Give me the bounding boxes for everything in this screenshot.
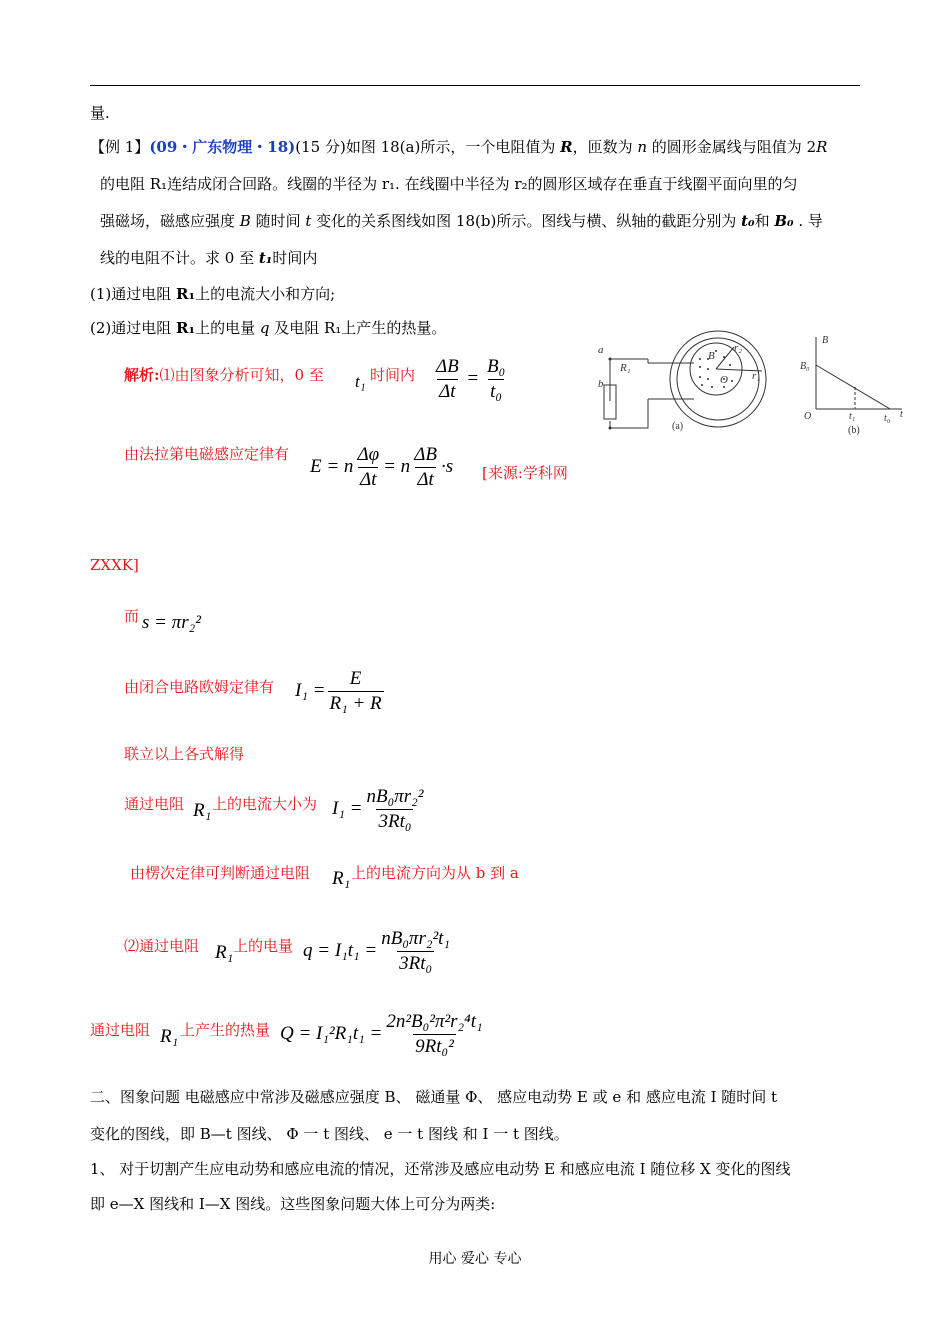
var-B: B [239, 212, 251, 230]
label-r2: r₂ [734, 342, 743, 354]
tick-B0: B₀ [800, 361, 810, 372]
question-text: (1)通过电阻 [90, 285, 177, 303]
body-paragraph-1: 二、图象问题 电磁感应中常涉及磁感应强度 B、 磁通量 Φ、 感应电动势 E 或 e 和 感应电流 I 随时间 t [90, 1088, 778, 1106]
solution-step-4-text: 由闭合电路欧姆定律有 [124, 678, 275, 696]
frac-num: E [349, 668, 362, 689]
var-n: n [637, 138, 648, 156]
math-R1: R₁ [332, 868, 351, 889]
label-center-O: O [720, 374, 728, 386]
example-text: 随时间 [250, 212, 306, 230]
example-points: (15 分) [295, 138, 346, 156]
question-text: 上的电流大小和方向; [195, 285, 336, 303]
frac-num: 2n²B₀²π²r₂⁴t₁ [386, 1011, 483, 1032]
example-text: 线的电阻不计。求 0 至 [100, 249, 259, 267]
var-t0: t₀ [741, 212, 755, 230]
math-R1: R₁ [160, 1026, 179, 1047]
formula-part: I₁ = [332, 797, 363, 819]
tick-t1: t₁ [849, 411, 856, 422]
example-text: 强磁场，磁感应强度 [100, 212, 240, 230]
source-tag: [来源:学科网 [482, 464, 568, 482]
solution-text: 通过电阻 [124, 795, 185, 813]
frac-den: t₀ [490, 381, 503, 402]
var-R: R [560, 138, 573, 156]
var-R1: R₁ [176, 285, 196, 303]
frac-num: nB₀πr₂² [366, 786, 424, 807]
example-text: 时间内 [272, 249, 318, 267]
origin-label: O [804, 411, 812, 422]
formula-part: E = n [310, 455, 354, 477]
question-text: 上的电量 [195, 319, 260, 337]
formula-part: q = I₁t₁ = [303, 939, 378, 961]
label-field-B: B [708, 350, 715, 362]
formula-current [332, 786, 427, 833]
example-bracket: 【例 1】 [90, 138, 150, 156]
example-line-2: 的电阻 R₁连结成闭合回路。线圈的半径为 r₁. 在线圈中半径为 r₂的圆形区域存在垂直于线圈平面向里的匀 [100, 175, 798, 193]
question-text: (2)通过电阻 [90, 319, 177, 337]
formula-part: Q = I₁²R₁t₁ = [280, 1022, 383, 1044]
solution-text: 上的电流大小为 [212, 795, 318, 813]
solution-text: ⑴由图象分析可知，0 至 [159, 366, 324, 384]
solution-text: 时间内 [370, 366, 416, 384]
example-text: 如图 18(a)所示，一个电阻值为 [345, 138, 561, 156]
frac-den: 3Rt₀ [378, 811, 412, 832]
solution-step-1 [124, 364, 324, 385]
formula-charge [303, 928, 454, 975]
axis-B-label: B [822, 335, 829, 346]
frac-num: B₀ [486, 356, 506, 377]
example-text: 和 [754, 212, 775, 230]
formula-heat [280, 1011, 487, 1058]
solution-step-5-text: 联立以上各式解得 [124, 745, 245, 763]
solution-step-2-text: 由法拉第电磁感应定律有 [124, 445, 290, 463]
question-1 [90, 283, 870, 304]
example-text: . 导 [793, 212, 823, 230]
formula-dB-dt: $\frac{\Delta B}{\Delta t}$ = $\frac{\text{B₀}}{\text{t₀}}$ [436, 356, 506, 402]
figure-label-a: (a) [672, 421, 684, 432]
frac-num: Δφ [357, 444, 380, 465]
example-line-1 [90, 136, 870, 157]
solution-step-9-text: 通过电阻 [90, 1021, 151, 1039]
var-R: R [816, 138, 828, 156]
solution-step-8-text: ⑵通过电阻 [124, 937, 200, 955]
frac-num: ΔB [414, 444, 437, 465]
var-B0: B₀ [774, 212, 794, 230]
solution-text: 上产生的热量 [180, 1021, 271, 1039]
frac-num: nB₀πr₂²t₁ [381, 928, 451, 949]
solution-text: 上的电量 [233, 937, 294, 955]
frac-num: ΔB [436, 356, 459, 377]
frac-den: Δt [417, 469, 434, 490]
label-r1: R₁ [620, 362, 631, 374]
label-b: b [598, 378, 604, 390]
formula-part: = n [383, 455, 411, 477]
math-R1: R₁ [215, 942, 234, 963]
solution-step-7-text: 由楞次定律可判断通过电阻 [130, 864, 311, 882]
example-text: 的圆形金属线与阻值为 2 [647, 138, 817, 156]
formula-part: I₁ = [295, 679, 326, 701]
var-R1: R₁ [176, 319, 196, 337]
example-source: (09・广东物理・18) [149, 138, 296, 156]
label-r1-ring: r₁ [752, 370, 761, 382]
formula-part: ·s [440, 455, 454, 477]
frac-den: 9Rt₀² [415, 1036, 454, 1057]
label-a: a [598, 344, 604, 356]
math-R1: R₁ [193, 800, 212, 821]
figure-label-b: (b) [848, 425, 860, 436]
solution-step-6-text [124, 793, 184, 814]
body-paragraph-4: 即 e—X 图线和 I—X 图线。这些图象问题大体上可分为两类: [90, 1195, 496, 1213]
var-t: t [305, 212, 312, 230]
math-t1: t₁ [355, 372, 366, 391]
formula-area: s = πr₂² [142, 612, 201, 633]
question-text: 及电阻 R₁上产生的热量。 [269, 319, 447, 337]
var-q: q [259, 319, 270, 337]
tick-t0: t₀ [884, 413, 891, 424]
body-paragraph-2: 变化的图线，即 B—t 图线、 Φ 一 t 图线、 e 一 t 图线 和 I 一 t 图线。 [90, 1125, 569, 1143]
axis-t-label: t [900, 409, 903, 420]
formula-ohm [295, 668, 386, 715]
frac-den: Δt [360, 469, 377, 490]
page-footer: 用心 爱心 专心 [428, 1251, 522, 1267]
solution-step-3-text: 而 [124, 607, 140, 625]
frac-den: 3Rt₀ [399, 953, 433, 974]
solution-text: 上的电流方向为从 b 到 a [351, 864, 519, 882]
frac-den: R₁ + R [329, 693, 382, 714]
header-rule [90, 85, 860, 86]
formula-faraday [310, 444, 453, 491]
circuit-figure [590, 325, 910, 440]
frac-den: Δt [439, 381, 456, 402]
example-line-4 [100, 247, 880, 268]
solution-heading: 解析: [124, 366, 160, 384]
var-t1: t₁ [258, 249, 273, 267]
example-line-3 [100, 210, 880, 231]
body-paragraph-3: 1、 对于切割产生应电动势和感应电流的情况，还常涉及感应电动势 E 和感应电流 I 随位移 X 变化的图线 [90, 1160, 791, 1178]
source-tag-continued: ZXXK] [90, 556, 139, 574]
top-text: 量. [90, 104, 110, 122]
example-text: ，匝数为 [572, 138, 638, 156]
example-text: 变化的关系图线如图 18(b)所示。图线与横、纵轴的截距分别为 [311, 212, 742, 230]
